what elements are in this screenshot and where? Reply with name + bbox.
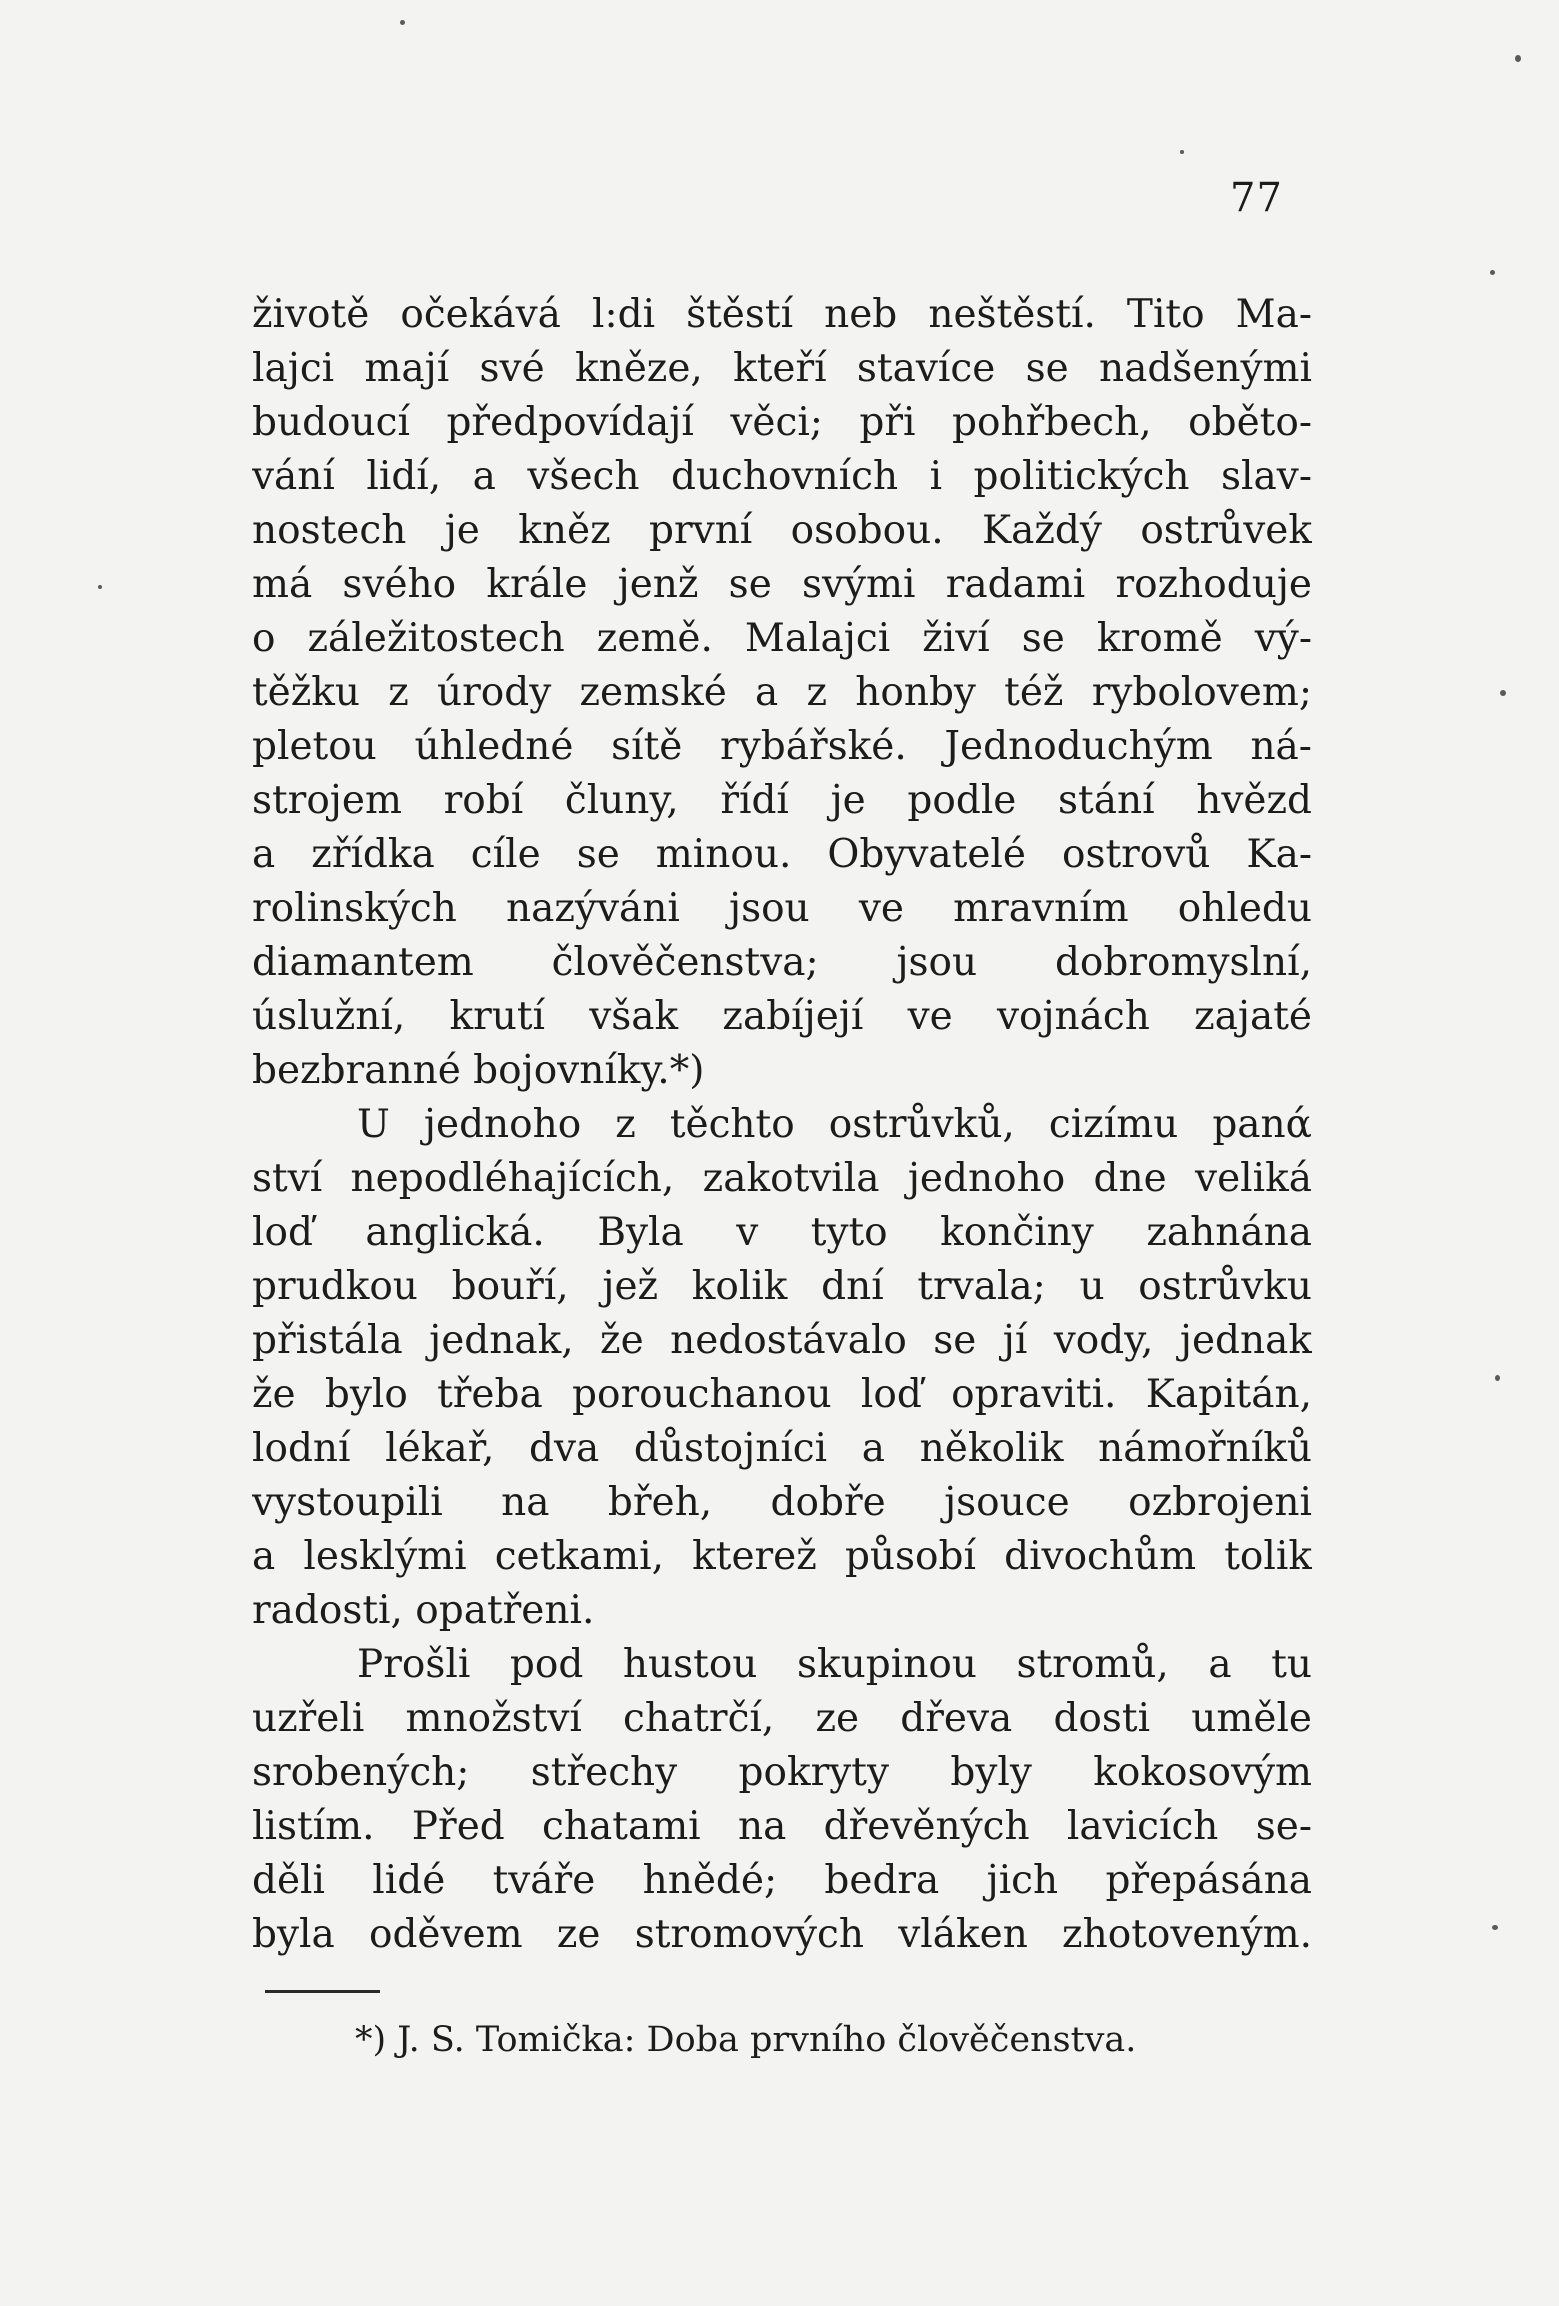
text-line: Prošli pod hustou skupinou stromů, a tu <box>357 1642 1312 1687</box>
page-number: 77 <box>1230 175 1283 221</box>
text-line: diamantem člověčenstva; jsou dobromyslní, <box>252 940 1312 985</box>
text-line: loď anglická. Byla v tyto končiny zahnána <box>252 1210 1312 1255</box>
text-line: prudkou bouří, jež kolik dní trvala; u ostrůvku <box>252 1264 1312 1309</box>
text-line: budoucí předpovídají věci; při pohřbech, oběto- <box>252 400 1312 445</box>
text-line: vystoupili na břeh, dobře jsouce ozbrojeni <box>252 1480 1312 1525</box>
text-line: a lesklými cetkami, kterež působí divochům tolik <box>252 1534 1312 1579</box>
text-line: lodní lékař, dva důstojníci a několik námořníků <box>252 1426 1312 1471</box>
text-line: těžku z úrody zemské a z honby též rybolovem; <box>252 670 1312 715</box>
text-line: o záležitostech země. Malajci živí se kromě vý- <box>252 616 1312 661</box>
scan-speck <box>1495 1375 1500 1381</box>
footnote-divider <box>265 1990 380 1993</box>
text-line: úslužní, krutí však zabíjejí ve vojnách zajaté <box>252 994 1312 1039</box>
text-line: nostech je kněz první osobou. Každý ostrůvek <box>252 508 1312 553</box>
text-line: byla oděvem ze stromových vláken zhotoveným. <box>252 1912 1312 1957</box>
scan-speck <box>1492 1925 1498 1930</box>
scan-speck <box>98 585 102 589</box>
scan-speck <box>400 20 405 25</box>
text-line: srobených; střechy pokryty byly kokosovým <box>252 1750 1312 1795</box>
text-line: že bylo třeba porouchanou loď opraviti. Kapitán, <box>252 1372 1312 1417</box>
text-line: bezbranné bojovníky.*) <box>252 1048 705 1093</box>
text-line: děli lidé tváře hnědé; bedra jich přepásána <box>252 1858 1312 1903</box>
text-line: životě očekává l:di štěstí neb neštěstí. Tito Ma- <box>252 292 1312 337</box>
text-line: strojem robí čluny, řídí je podle stání hvězd <box>252 778 1312 823</box>
text-line: U jednoho z těchto ostrůvků, cizímu panά <box>357 1102 1312 1147</box>
text-line: a zřídka cíle se minou. Obyvatelé ostrovů Ka- <box>252 832 1312 877</box>
scan-speck <box>1515 55 1521 62</box>
text-line: lajci mají své kněze, kteří stavíce se nadšenými <box>252 346 1312 391</box>
text-line: přistála jednak, že nedostávalo se jí vody, jednak <box>252 1318 1312 1363</box>
text-line: pletou úhledné sítě rybářské. Jednoduchým ná- <box>252 724 1312 769</box>
scan-speck <box>1500 690 1506 696</box>
text-line: radosti, opatřeni. <box>252 1588 595 1633</box>
text-line: listím. Před chatami na dřevěných lavicích se- <box>252 1804 1312 1849</box>
footnote: *) J. S. Tomička: Doba prvního člověčenstva. <box>355 2020 1137 2060</box>
text-line: ství nepodléhajících, zakotvila jednoho dne veliká <box>252 1156 1312 1201</box>
scan-speck <box>1490 270 1495 275</box>
text-line: má svého krále jenž se svými radami rozhoduje <box>252 562 1312 607</box>
scan-speck <box>1180 150 1184 154</box>
body-text <box>252 288 1312 1962</box>
text-line: uzřeli množství chatrčí, ze dřeva dosti uměle <box>252 1696 1312 1741</box>
text-line: vání lidí, a všech duchovních i politických slav- <box>252 454 1312 499</box>
text-line: rolinských nazýváni jsou ve mravním ohledu <box>252 886 1312 931</box>
